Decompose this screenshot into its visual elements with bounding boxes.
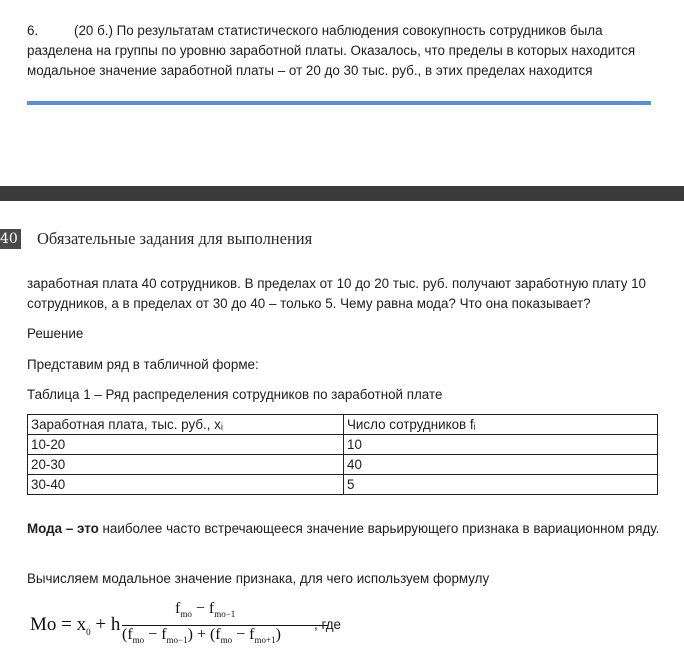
distribution-table <box>27 414 658 495</box>
header-count: Число сотрудников fᵢ <box>344 415 658 435</box>
cell-count: 5 <box>344 475 658 495</box>
solution-label: Решение <box>27 326 84 341</box>
task-paragraph <box>27 21 667 81</box>
page-number: 40 <box>0 229 21 249</box>
representation-text: Представим ряд в табличной форме: <box>27 357 259 372</box>
table-row <box>28 455 658 475</box>
header-salary: Заработная плата, тыс. руб., xᵢ <box>28 415 344 435</box>
table-caption: Таблица 1 – Ряд распределения сотрудников по заработной плате <box>27 387 443 402</box>
mode-term: Мода – это <box>27 521 99 536</box>
mode-formula <box>30 597 350 657</box>
blue-divider <box>27 101 651 105</box>
task-number: 6. <box>27 23 39 38</box>
cell-count: 40 <box>344 455 658 475</box>
cell-salary: 30-40 <box>28 475 344 495</box>
calc-text: Вычисляем модальное значение признака, для чего используем формулу <box>27 571 490 586</box>
table-row <box>28 475 658 495</box>
cell-salary: 10-20 <box>28 435 344 455</box>
formula-where: , где <box>314 617 341 632</box>
page-break-band <box>0 186 684 201</box>
mode-definition <box>27 519 667 539</box>
formula-denominator: $(f_{mo} - f_{mo-1}) + (f_{mo} - f_{mo+1})$ <box>122 626 281 646</box>
task-continuation: заработная плата 40 сотрудников. В пределах от 10 до 20 тыс. руб. получают заработную плату 10 сотрудников, а в пределах от 30 до 40 – только 5. Чему равна мода? Что она показывает? <box>27 276 647 311</box>
mode-definition-text: наиболее часто встречающееся значение варьирующего признака в вариационном ряду. <box>98 521 660 536</box>
table-header-row <box>28 415 658 435</box>
section-title: Обязательные задания для выполнения <box>37 229 313 248</box>
table-row <box>28 435 658 455</box>
formula-numerator: $f_{mo} - f_{mo-1}$ <box>175 600 236 620</box>
cell-count: 10 <box>344 435 658 455</box>
task-text: (20 б.) По результатам статистического наблюдения совокупность сотрудников была разделена на группы по уровню заработной платы. Оказалось, что пределы в которых находится модальное значение заработной платы – от 20 до 30 тыс. руб., в этих пределах находится <box>27 23 636 78</box>
cell-salary: 20-30 <box>28 455 344 475</box>
formula-lhs: $Mo = x_0 + h$ <box>30 614 121 637</box>
